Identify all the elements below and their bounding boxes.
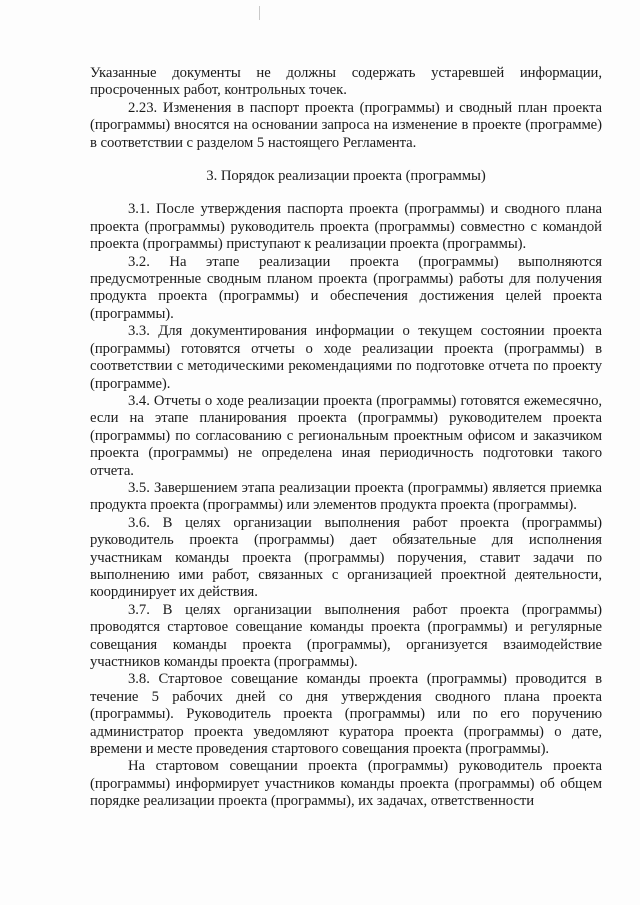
paragraph-3-1: 3.1. После утверждения паспорта проекта (программы) и сводного плана проекта (программы) руководитель проекта (программы) совместно с командой проекта (программы) приступают к реализации проекта (программы). <box>90 201 602 253</box>
paragraph-3-5: 3.5. Завершением этапа реализации проекта (программы) является приемка продукта проекта (программы) или элементов продукта проекта (программы). <box>90 479 602 514</box>
paragraph-3-2: 3.2. На этапе реализации проекта (программы) выполняются предусмотренные сводным планом проекта (программы) работы для получения продукта проекта (программы) и обеспечения достижения целей проекта (программы). <box>90 253 602 322</box>
section-title: 3. Порядок реализации проекта (программы) <box>206 168 486 185</box>
paragraph-3-8: 3.8. Стартовое совещание команды проекта (программы) проводится в течение 5 рабочих дней со дня утверждения сводного плана проекта (программы). Руководитель проекта (программы) или по его поручению администратор проекта уведомляют куратора проекта (программы) о дате, времени и месте проведения стартового совещания проекта (программы). <box>90 671 602 758</box>
scan-mark <box>259 6 260 20</box>
paragraph-3-3: 3.3. Для документирования информации о текущем состоянии проекта (программы) готовятся отчеты о ходе реализации проекта (программы) в соответствии с методическими рекомендациями по подготовке отчета по проекту (программе). <box>90 323 602 392</box>
document-content <box>90 65 602 811</box>
paragraph-start-meeting: На стартовом совещании проекта (программы) руководитель проекта (программы) информирует участников команды проекта (программы) об общем порядке реализации проекта (программы), их задачах, ответственности <box>90 758 602 810</box>
paragraph-3-4: 3.4. Отчеты о ходе реализации проекта (программы) готовятся ежемесячно, если на этапе планирования проекта (программы) руководителем проекта (программы) по согласованию с региональным проектным офисом и заказчиком проекта (программы) не определена иная периодичность подготовки такого отчета. <box>90 392 602 479</box>
paragraph-2-23: 2.23. Изменения в паспорт проекта (программы) и сводный план проекта (программы) вносятся на основании запроса на изменение в проекте (программе) в соответствии с разделом 5 настоящего Регламента. <box>90 99 602 151</box>
intro-paragraph: Указанные документы не должны содержать устаревшей информации, просроченных работ, контрольных точек. <box>90 65 602 99</box>
paragraph-3-6: 3.6. В целях организации выполнения работ проекта (программы) руководитель проекта (программы) дает обязательные для исполнения участникам команды проекта (программы) поручения, ставит задачи по выполнению ими работ, связанных с организацией проектной деятельности, координирует их действия. <box>90 514 602 601</box>
paragraph-3-7: 3.7. В целях организации выполнения работ проекта (программы) проводятся стартовое совещание команды проекта (программы) и регулярные совещания команды проекта (программы), организуется взаимодействие участников команды проекта (программы). <box>90 601 602 670</box>
